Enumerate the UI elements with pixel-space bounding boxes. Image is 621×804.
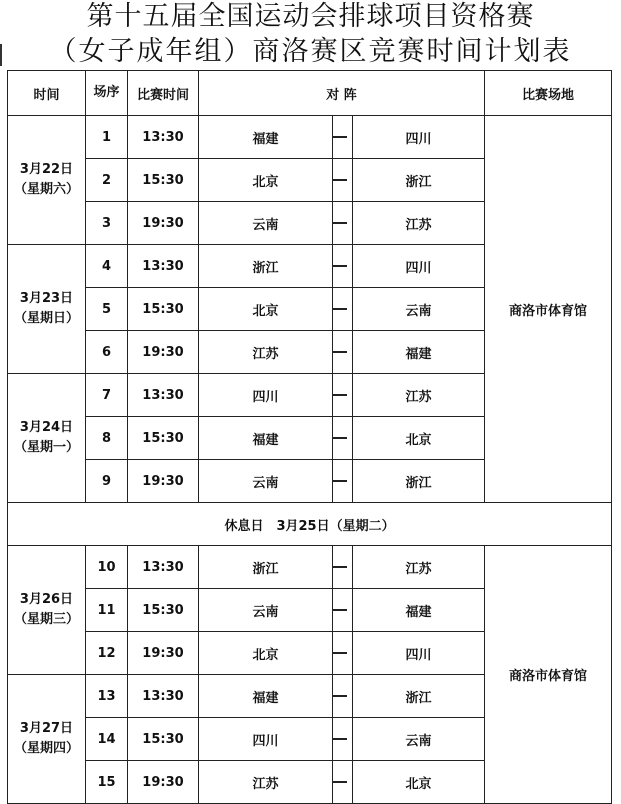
match-seq: 6	[86, 331, 128, 374]
document-title-line1: 第十五届全国运动会排球项目资格赛	[86, 1, 535, 32]
versus-dash	[333, 288, 353, 331]
date-text: 3月23日	[19, 291, 74, 306]
versus-dash	[333, 589, 353, 632]
weekday-text: （星期一）	[13, 440, 79, 455]
team-a: 四川	[199, 374, 333, 417]
date-text: 3月24日	[19, 420, 74, 435]
match-seq: 2	[86, 159, 128, 202]
header-venue: 比赛场地	[485, 71, 612, 116]
team-a: 北京	[199, 632, 333, 675]
match-time: 13:30	[128, 374, 199, 417]
match-time: 19:30	[128, 460, 199, 503]
versus-dash	[333, 718, 353, 761]
team-b: 江苏	[353, 546, 485, 589]
versus-dash	[333, 202, 353, 245]
match-seq: 11	[86, 589, 128, 632]
venue-cell: 商洛市体育馆	[485, 116, 612, 503]
team-b: 北京	[353, 761, 485, 804]
versus-dash	[333, 761, 353, 804]
team-b: 浙江	[353, 460, 485, 503]
date-text: 3月26日	[19, 592, 74, 607]
venue-cell: 商洛市体育馆	[485, 546, 612, 804]
team-a: 北京	[199, 159, 333, 202]
versus-dash	[333, 675, 353, 718]
weekday-text: （星期日）	[13, 311, 79, 326]
weekday-text: （星期六）	[13, 182, 79, 197]
versus-dash	[333, 546, 353, 589]
match-seq: 4	[86, 245, 128, 288]
match-seq: 1	[86, 116, 128, 159]
header-seq: 场序	[86, 71, 128, 116]
team-b: 江苏	[353, 202, 485, 245]
team-b: 福建	[353, 331, 485, 374]
team-a: 云南	[199, 589, 333, 632]
match-time: 15:30	[128, 589, 199, 632]
team-b: 云南	[353, 718, 485, 761]
team-b: 浙江	[353, 675, 485, 718]
match-seq: 5	[86, 288, 128, 331]
match-time: 19:30	[128, 202, 199, 245]
page-edge-mark	[0, 44, 2, 66]
match-time: 15:30	[128, 718, 199, 761]
match-seq: 13	[86, 675, 128, 718]
team-b: 四川	[353, 245, 485, 288]
match-time: 19:30	[128, 761, 199, 804]
match-seq: 10	[86, 546, 128, 589]
date-cell	[8, 546, 86, 675]
date-text: 3月27日	[19, 721, 74, 736]
header-time: 时间	[8, 71, 86, 116]
versus-dash	[333, 460, 353, 503]
rest-day-cell: 休息日 3月25日（星期二）	[8, 503, 612, 546]
versus-dash	[333, 245, 353, 288]
match-time: 13:30	[128, 245, 199, 288]
match-time: 19:30	[128, 632, 199, 675]
weekday-text: （星期四）	[13, 741, 79, 756]
team-a: 北京	[199, 288, 333, 331]
versus-dash	[333, 417, 353, 460]
versus-dash	[333, 374, 353, 417]
weekday-text: （星期三）	[13, 612, 79, 627]
match-time: 15:30	[128, 417, 199, 460]
team-b: 浙江	[353, 159, 485, 202]
team-b: 福建	[353, 589, 485, 632]
date-cell	[8, 116, 86, 245]
versus-dash	[333, 159, 353, 202]
versus-dash	[333, 116, 353, 159]
date-cell	[8, 675, 86, 804]
team-b: 四川	[353, 632, 485, 675]
team-b: 云南	[353, 288, 485, 331]
date-cell	[8, 374, 86, 503]
match-time: 13:30	[128, 116, 199, 159]
team-a: 福建	[199, 116, 333, 159]
match-seq: 14	[86, 718, 128, 761]
team-b: 四川	[353, 116, 485, 159]
team-a: 浙江	[199, 245, 333, 288]
team-b: 江苏	[353, 374, 485, 417]
header-row	[8, 71, 612, 116]
match-seq: 7	[86, 374, 128, 417]
team-a: 江苏	[199, 761, 333, 804]
document-title-line2: （女子成年组）商洛赛区竞赛时间计划表	[49, 36, 572, 67]
team-a: 四川	[199, 718, 333, 761]
table-row	[8, 546, 612, 589]
team-a: 云南	[199, 202, 333, 245]
date-text: 3月22日	[19, 162, 74, 177]
team-a: 福建	[199, 675, 333, 718]
team-a: 云南	[199, 460, 333, 503]
match-seq: 9	[86, 460, 128, 503]
match-time: 15:30	[128, 288, 199, 331]
schedule-table	[7, 70, 612, 804]
team-a: 浙江	[199, 546, 333, 589]
match-time: 13:30	[128, 546, 199, 589]
table-row	[8, 116, 612, 159]
match-seq: 12	[86, 632, 128, 675]
rest-day-row	[8, 503, 612, 546]
match-time: 15:30	[128, 159, 199, 202]
match-seq: 3	[86, 202, 128, 245]
team-a: 江苏	[199, 331, 333, 374]
match-seq: 8	[86, 417, 128, 460]
match-time: 19:30	[128, 331, 199, 374]
match-seq: 15	[86, 761, 128, 804]
date-cell	[8, 245, 86, 374]
match-time: 13:30	[128, 675, 199, 718]
team-a: 福建	[199, 417, 333, 460]
versus-dash	[333, 331, 353, 374]
header-match-time: 比赛时间	[128, 71, 199, 116]
team-b: 北京	[353, 417, 485, 460]
header-matchup: 对 阵	[199, 71, 485, 116]
versus-dash	[333, 632, 353, 675]
